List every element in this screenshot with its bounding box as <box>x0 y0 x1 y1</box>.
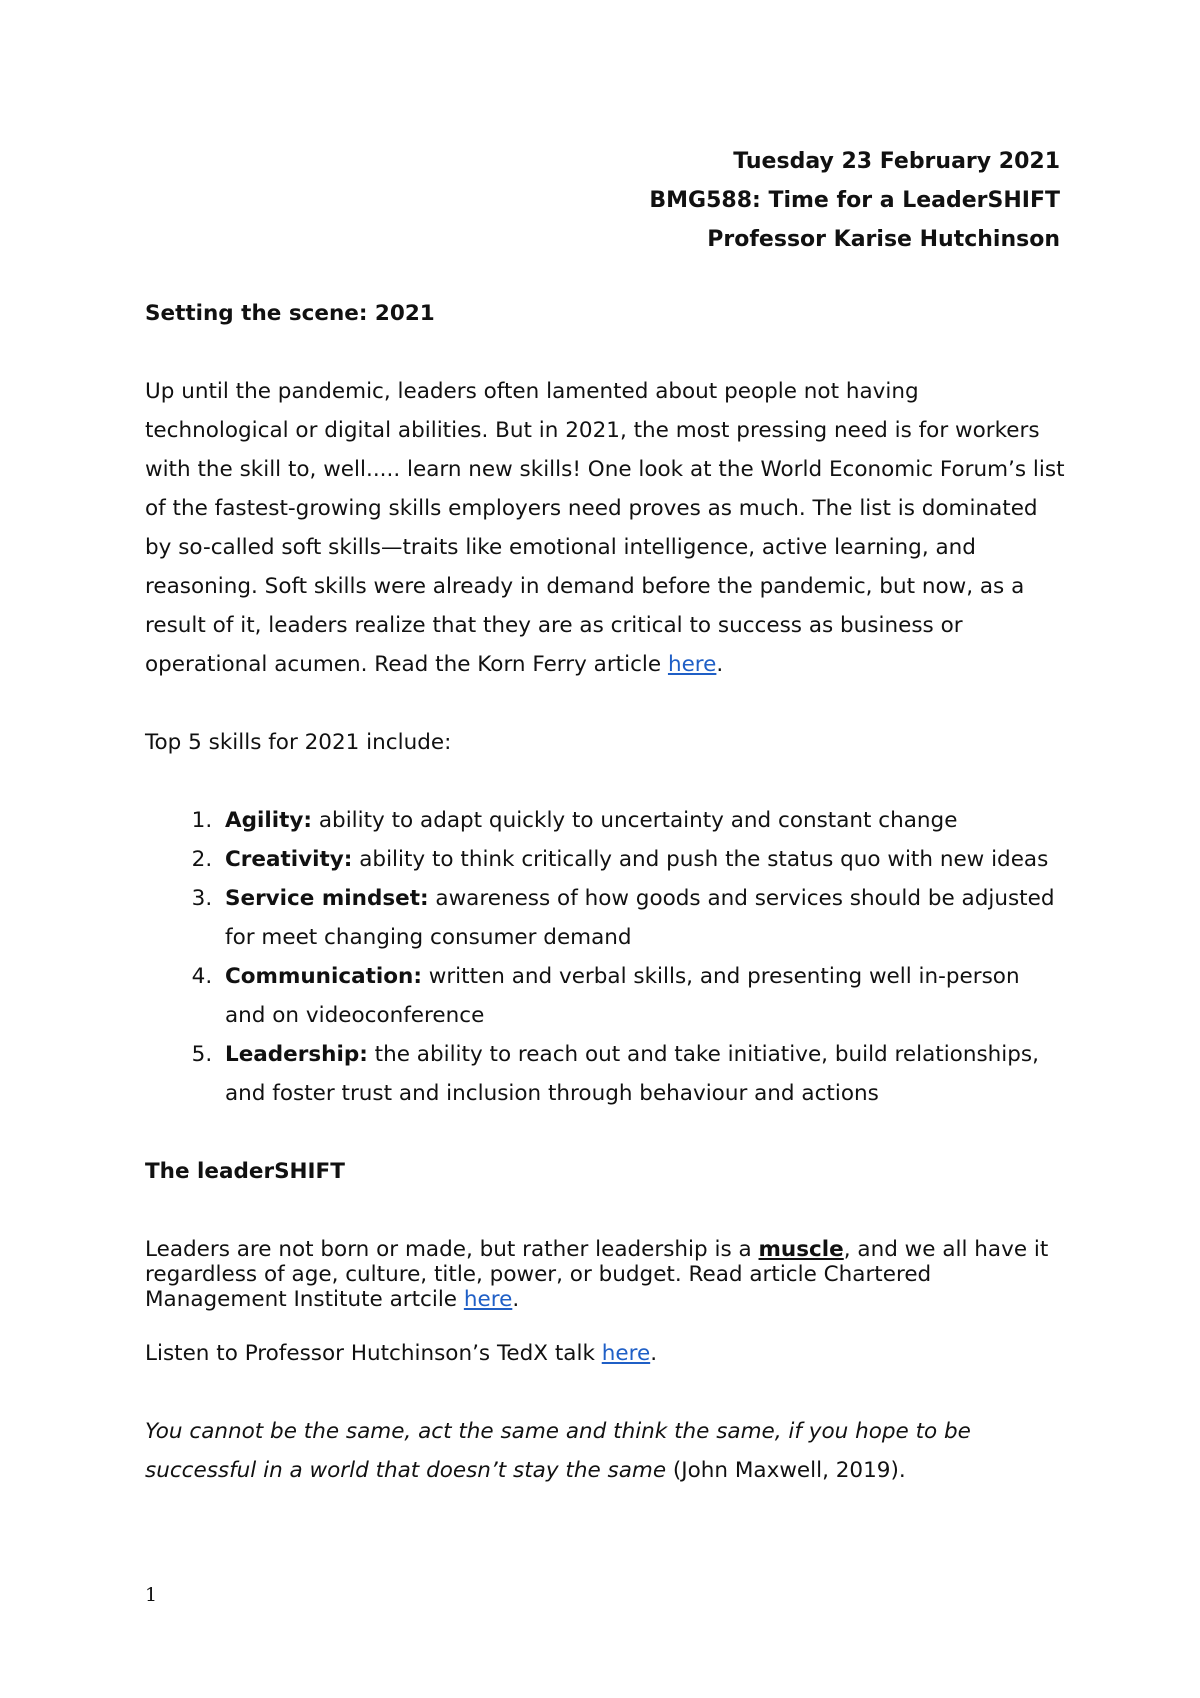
skill-term: Agility: <box>225 808 313 833</box>
document-body <box>145 294 1065 1490</box>
skill-item-communication <box>219 957 1065 1035</box>
intro-paragraph-text: Up until the pandemic, leaders often lamented about people not having technological or digital abilities. But in 2021, the most pressing need is for workers with the skill to, well..... learn new skills! One look at the World Economic Forum’s list of the fastest-growing skills employers need proves as much. The list is dominated by so-called soft skills—traits like emotional intelligence, active learning, and reasoning. Soft skills were already in demand before the pandemic, but now, as a result of it, leaders realize that they are as critical to success as business or operational acumen. Read the Korn Ferry article <box>145 379 1065 677</box>
intro-paragraph <box>145 372 1065 684</box>
page-number: 1 <box>145 1584 158 1606</box>
skill-item-creativity <box>219 840 1065 879</box>
skill-description: written and verbal skills, and presenting well in-person and on videoconference <box>225 964 1020 1028</box>
section-heading-setting-the-scene: Setting the scene: 2021 <box>145 301 435 326</box>
document-header <box>649 142 1060 259</box>
section-heading-leadershift: The leaderSHIFT <box>145 1159 345 1184</box>
header-date: Tuesday 23 February 2021 <box>733 149 1060 174</box>
skill-description: ability to think critically and push the status quo with new ideas <box>352 847 1049 872</box>
skill-item-agility <box>219 801 1065 840</box>
tedx-talk-link[interactable]: here <box>601 1341 651 1366</box>
tedx-paragraph <box>145 1334 1065 1373</box>
header-professor: Professor Karise Hutchinson <box>707 227 1060 252</box>
skill-term: Creativity: <box>225 847 353 872</box>
skill-term: Leadership: <box>225 1042 368 1067</box>
skills-intro: Top 5 skills for 2021 include: <box>145 730 452 755</box>
muscle-paragraph-end: . <box>512 1287 520 1312</box>
muscle-paragraph-rest: , and we all have it regardless of age, culture, title, power, or budget. Read article Chartered Management Institute artcile <box>145 1237 1049 1312</box>
skill-description: ability to adapt quickly to uncertainty and constant change <box>312 808 958 833</box>
muscle-emphasis: muscle <box>758 1237 844 1262</box>
tedx-paragraph-start: Listen to Professor Hutchinson’s TedX talk <box>145 1341 602 1366</box>
quote-citation: (John Maxwell, 2019). <box>666 1458 906 1483</box>
maxwell-quote-paragraph <box>145 1412 1065 1490</box>
skill-item-leadership <box>219 1035 1065 1113</box>
tedx-paragraph-end: . <box>650 1341 658 1366</box>
skill-term: Service mindset: <box>225 886 429 911</box>
skill-term: Communication: <box>225 964 422 989</box>
skill-item-service-mindset <box>219 879 1065 957</box>
skill-description: awareness of how goods and services should be adjusted for meet changing consumer demand <box>225 886 1055 950</box>
skills-list <box>145 801 1065 1113</box>
intro-paragraph-end: . <box>716 652 724 677</box>
skill-description: the ability to reach out and take initiative, build relationships, and foster trust and inclusion through behaviour and actions <box>225 1042 1039 1106</box>
muscle-paragraph-start: Leaders are not born or made, but rather leadership is a <box>145 1237 759 1262</box>
maxwell-quote: You cannot be the same, act the same and think the same, if you hope to be successful in a world that doesn’t stay the same <box>145 1419 971 1483</box>
cmi-article-link[interactable]: here <box>463 1287 513 1312</box>
header-course: BMG588: Time for a LeaderSHIFT <box>649 188 1060 213</box>
korn-ferry-article-link[interactable]: here <box>667 652 717 677</box>
muscle-paragraph <box>145 1237 1065 1312</box>
